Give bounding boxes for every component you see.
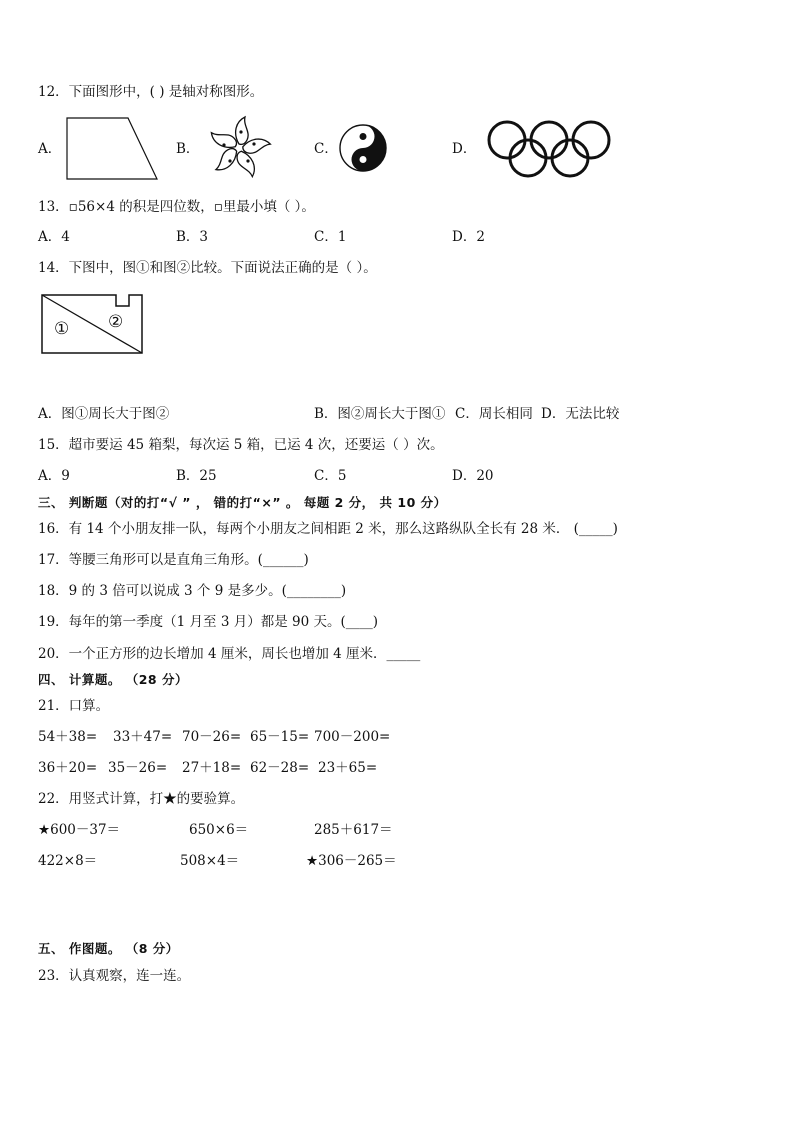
- q15-option-c: C．5: [314, 468, 347, 484]
- q21-item: 62－28=: [250, 760, 310, 776]
- q13-stem: 13．▫56×4 的积是四位数，▫里最小填（ ）。: [38, 199, 315, 215]
- q13-option-c: C．1: [314, 229, 347, 245]
- q14-option-b: B．图②周长大于图①: [314, 406, 446, 422]
- q15-option-d: D．20: [452, 468, 494, 484]
- q21-item: 36＋20=: [38, 760, 98, 776]
- q12-option-d: D．: [452, 141, 477, 157]
- q22-stem: 22．用竖式计算，打★的要验算。: [38, 791, 245, 807]
- q12-option-b: B．: [176, 141, 200, 157]
- section-4-heading: 四、 计算题。 （28 分）: [38, 672, 188, 687]
- q22-item: 508×4＝: [180, 853, 240, 869]
- q19: 19．每年的第一季度（1 月至 3 月）都是 90 天。(____): [38, 614, 379, 630]
- q14-stem: 14．下图中，图①和图②比较。下面说法正确的是（ ）。: [38, 260, 377, 276]
- q21-item: 35－26=: [108, 760, 168, 776]
- q22-item: 285＋617＝: [314, 822, 393, 838]
- q21-stem: 21．口算。: [38, 698, 110, 714]
- q13-option-d: D．2: [452, 229, 485, 245]
- q16: 16．有 14 个小朋友排一队，每两个小朋友之间相距 2 米，那么这路纵队全长有 28 米． (_____): [38, 521, 618, 537]
- q14-option-a: A．图①周长大于图②: [38, 406, 170, 422]
- q13-option-b: B．3: [176, 229, 209, 245]
- section-5-heading: 五、 作图题。 （8 分）: [38, 941, 179, 956]
- q21-item: 54＋38=: [38, 729, 98, 745]
- figure-label-1: ①: [54, 319, 70, 339]
- figure-label-2: ②: [108, 312, 124, 332]
- q22-item: 650×6＝: [189, 822, 249, 838]
- q22-item: ★306－265＝: [306, 853, 397, 869]
- bauhinia-flower-icon: [205, 114, 273, 182]
- q18: 18．9 的 3 倍可以说成 3 个 9 是多少。(________): [38, 583, 347, 599]
- q15-option-a: A．9: [38, 468, 70, 484]
- trapezoid-shape: [66, 116, 161, 182]
- q12-option-c: C．: [314, 141, 338, 157]
- olympic-rings-icon: [485, 118, 615, 180]
- q22-item: ★600－37＝: [38, 822, 121, 838]
- q21-item: 700－200=: [314, 729, 391, 745]
- q15-option-b: B．25: [176, 468, 217, 484]
- q17: 17．等腰三角形可以是直角三角形。(______): [38, 552, 309, 568]
- q21-item: 70－26=: [182, 729, 242, 745]
- q23: 23．认真观察，连一连。: [38, 968, 191, 984]
- yin-yang-icon: [338, 123, 388, 173]
- q14-option-c: C．周长相同: [455, 406, 533, 422]
- q14-option-d: D．无法比较: [541, 406, 620, 422]
- q21-item: 65－15=: [250, 729, 310, 745]
- q21-item: 33＋47=: [113, 729, 173, 745]
- q12-stem: 12．下面图形中，( ) 是轴对称图形。: [38, 84, 264, 100]
- section-3-heading: 三、 判断题（对的打“√ ” ， 错的打“×” 。 每题 2 分， 共 10 分）: [38, 495, 447, 510]
- q13-option-a: A．4: [38, 229, 70, 245]
- q20: 20．一个正方形的边长增加 4 厘米，周长也增加 4 厘米．_____: [38, 646, 421, 662]
- q12-option-a: A．: [38, 141, 62, 157]
- q15-stem: 15．超市要运 45 箱梨，每次运 5 箱，已运 4 次，还要运（ ）次。: [38, 437, 444, 453]
- q21-item: 27＋18=: [182, 760, 242, 776]
- q22-item: 422×8＝: [38, 853, 98, 869]
- q21-item: 23＋65=: [318, 760, 378, 776]
